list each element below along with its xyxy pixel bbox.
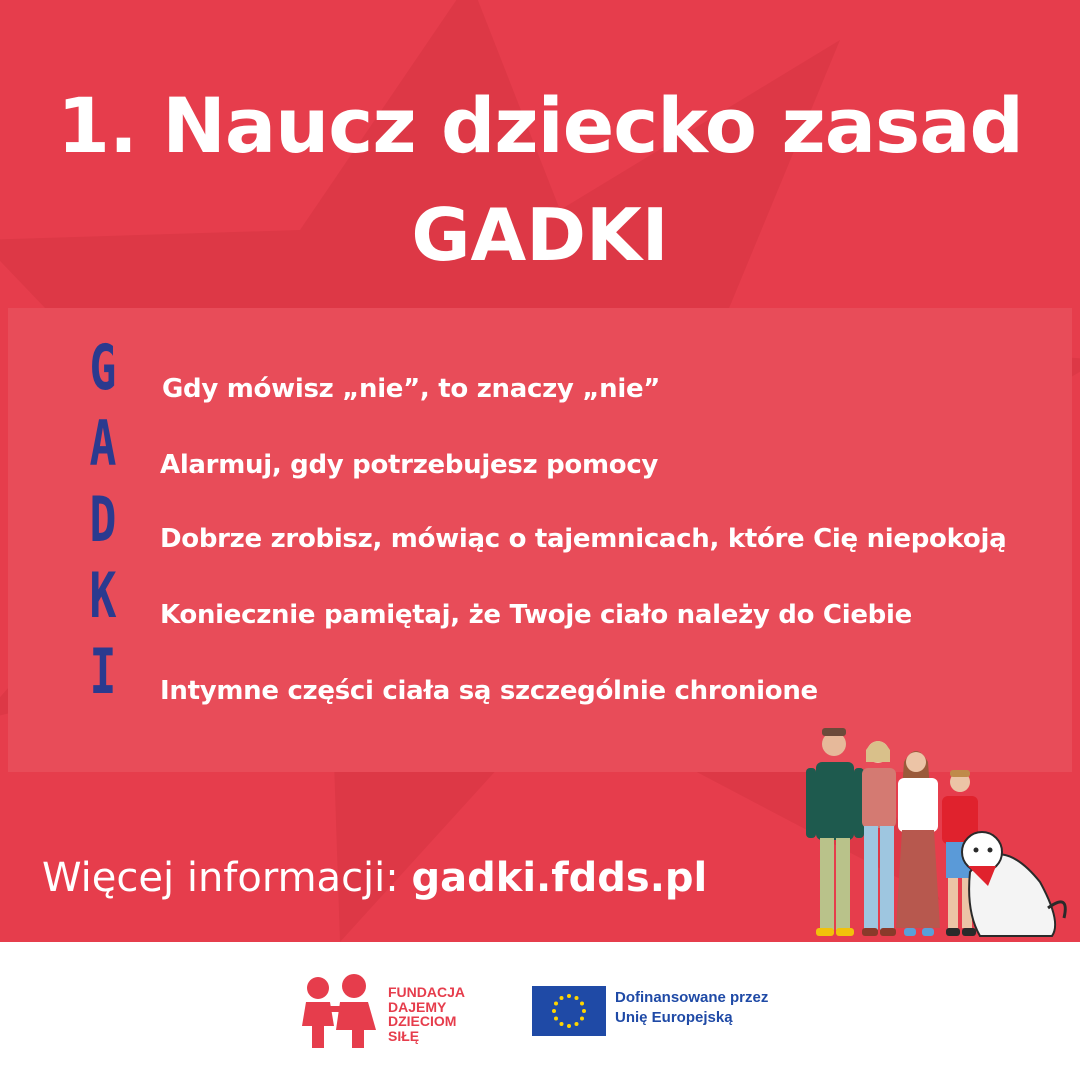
eu-funding-line: Unię Europejską xyxy=(615,1009,733,1026)
fdds-logo-line: SIŁĘ xyxy=(388,1027,420,1044)
page-title: 1. Naucz dziecko zasad xyxy=(57,81,1023,170)
dog-figure xyxy=(962,832,1065,936)
acronym-letter-a: A xyxy=(89,407,117,480)
rule-item-k: Koniecznie pamiętaj, że Twoje ciało należy do Ciebie xyxy=(160,600,912,630)
acronym-letter-i: I xyxy=(89,635,117,708)
fdds-logo-line: DAJEMY xyxy=(388,998,447,1015)
fdds-logo-text xyxy=(388,985,465,1043)
more-info-link[interactable]: gadki.fdds.pl xyxy=(411,855,708,901)
fdds-logo-line: FUNDACJA xyxy=(388,984,465,1000)
mother-figure xyxy=(862,741,896,936)
daughter-figure xyxy=(896,751,940,936)
acronym-letter-d: D xyxy=(89,483,117,556)
eu-funding-text xyxy=(615,988,768,1028)
rule-item-a: Alarmuj, gdy potrzebujesz pomocy xyxy=(160,450,659,480)
eu-flag-icon xyxy=(532,986,606,1036)
acronym-letter-k: K xyxy=(89,559,117,632)
family-illustration xyxy=(800,722,1070,942)
page-title-gadki: GADKI xyxy=(411,193,669,277)
acronym-letter-g: G xyxy=(89,331,117,404)
fdds-children-logo-icon xyxy=(296,972,382,1052)
more-info-label: Więcej informacji: xyxy=(42,855,412,901)
more-info xyxy=(42,850,707,906)
fdds-logo-line: DZIECIOM xyxy=(388,1013,457,1029)
rule-item-d: Dobrze zrobisz, mówiąc o tajemnicach, które Cię niepokoją xyxy=(160,524,1007,554)
eu-funding-line: Dofinansowane przez xyxy=(615,989,769,1006)
gadki-acronym xyxy=(76,330,130,710)
rule-item-g: Gdy mówisz „nie”, to znaczy „nie” xyxy=(162,374,661,404)
rule-item-i: Intymne części ciała są szczególnie chronione xyxy=(160,676,818,706)
father-figure xyxy=(806,728,864,936)
